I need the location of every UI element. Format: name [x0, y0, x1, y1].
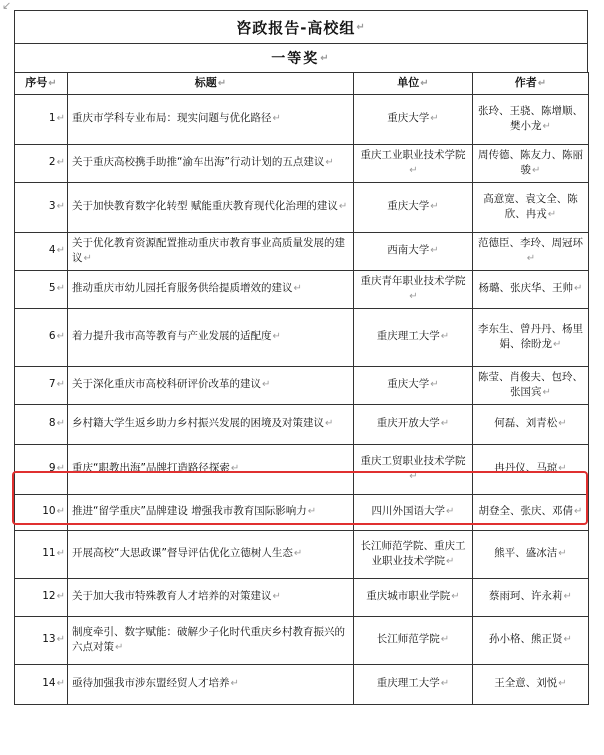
cell-unit: 重庆青年职业技术学院↵: [354, 270, 473, 308]
paragraph-mark: ↵: [409, 470, 418, 482]
paragraph-mark: ↵: [430, 201, 439, 213]
paragraph-mark: ↵: [293, 283, 302, 295]
cell-title: 着力提升我市高等教育与产业发展的适配度↵: [68, 308, 354, 366]
paragraph-mark: ↵: [56, 113, 65, 125]
table-row: [15, 444, 589, 494]
table-row: [15, 578, 589, 616]
cell-title: 亟待加强我市涉东盟经贸人才培养↵: [68, 664, 354, 704]
cell-number: 10↵: [15, 494, 68, 530]
cell-author: 熊平、盛冰洁↵: [473, 530, 589, 578]
paragraph-mark: ↵: [56, 506, 65, 518]
cell-title: 推进“留学重庆”品牌建设 增强我市教育国际影响力↵: [68, 494, 354, 530]
cell-title: 关于重庆高校携手助推“渝车出海”行动计划的五点建议↵: [68, 144, 354, 182]
col-header-number: 序号↵: [15, 73, 68, 95]
paragraph-mark: ↵: [230, 678, 239, 690]
cell-unit: 重庆工贸职业技术学院↵: [354, 444, 473, 494]
cell-author: 蔡雨珂、许永莉↵: [473, 578, 589, 616]
report-title-row: [14, 10, 588, 43]
paragraph-mark: ↵: [430, 113, 439, 125]
paragraph-mark: ↵: [56, 634, 65, 646]
cell-author: 孙小格、熊正贤↵: [473, 616, 589, 664]
paragraph-mark: ↵: [446, 555, 455, 567]
paragraph-mark: ↵: [574, 283, 583, 295]
cell-author: 高意宽、袁文全、陈欣、冉戎↵: [473, 182, 589, 232]
cell-title: 关于加快教育数字化转型 赋能重庆教育现代化治理的建议↵: [68, 182, 354, 232]
cell-unit: 重庆城市职业学院↵: [354, 578, 473, 616]
cell-number: 12↵: [15, 578, 68, 616]
cell-unit: 重庆工业职业技术学院↵: [354, 144, 473, 182]
document-sheet: [14, 10, 588, 705]
award-title: 一等奖: [271, 51, 320, 67]
paragraph-mark: ↵: [409, 164, 418, 176]
table-row: [15, 404, 589, 444]
paragraph-mark: ↵: [56, 201, 65, 213]
paragraph-mark: ↵: [440, 634, 450, 646]
paragraph-mark: ↵: [430, 245, 439, 257]
paragraph-mark: ↵: [563, 591, 572, 603]
paragraph-mark: ↵: [532, 164, 541, 176]
paragraph-mark: ↵: [56, 548, 65, 560]
cell-title: 关于优化教育资源配置推动重庆市教育事业高质量发展的建议↵: [68, 232, 354, 270]
cell-number: 4↵: [15, 232, 68, 270]
paragraph-mark: ↵: [83, 252, 92, 264]
paragraph-mark: ↵: [56, 379, 65, 391]
paragraph-mark: ↵: [356, 21, 366, 33]
table-row: [15, 232, 589, 270]
cell-number: 3↵: [15, 182, 68, 232]
cell-unit: 西南大学↵: [354, 232, 473, 270]
cell-unit: 重庆大学↵: [354, 94, 473, 144]
table-row: [15, 530, 589, 578]
paragraph-mark: ↵: [542, 386, 551, 398]
cell-number: 13↵: [15, 616, 68, 664]
table-header-row: [15, 73, 589, 95]
paragraph-mark: ↵: [56, 245, 65, 257]
paragraph-mark: ↵: [440, 678, 450, 690]
paragraph-mark: ↵: [293, 548, 303, 560]
paragraph-mark: ↵: [56, 678, 65, 690]
table-body: [15, 94, 589, 704]
cell-author: 何磊、刘青松↵: [473, 404, 589, 444]
cell-author: 范德臣、李玲、周冠环↵: [473, 232, 589, 270]
page-corner-mark: ↙: [2, 0, 12, 12]
cell-number: 7↵: [15, 366, 68, 404]
paragraph-mark: ↵: [563, 634, 572, 646]
cell-title: 重庆市学科专业布局：现实问题与优化路径↵: [68, 94, 354, 144]
cell-author: 陈莹、肖俊夫、包玲、张国宾↵: [473, 366, 589, 404]
table-row: [15, 182, 589, 232]
cell-author: 胡登全、张庆、邓倩↵: [473, 494, 589, 530]
table-row: [15, 616, 589, 664]
table-row: [15, 144, 589, 182]
cell-author: 冉丹仪、马琼↵: [473, 444, 589, 494]
paragraph-mark: ↵: [115, 641, 124, 653]
cell-author: 张玲、王骁、陈增顺、樊小龙↵: [473, 94, 589, 144]
table-row: [15, 494, 589, 530]
paragraph-mark: ↵: [325, 157, 334, 169]
paragraph-mark: ↵: [320, 52, 331, 64]
cell-number: 2↵: [15, 144, 68, 182]
cell-number: 6↵: [15, 308, 68, 366]
paragraph-mark: ↵: [440, 331, 450, 343]
table-row: [15, 94, 589, 144]
paragraph-mark: ↵: [272, 591, 281, 603]
cell-author: 李东生、曾丹丹、杨里娟、徐盼龙↵: [473, 308, 589, 366]
award-row: [14, 43, 588, 72]
paragraph-mark: ↵: [56, 418, 65, 430]
cell-unit: 重庆开放大学↵: [354, 404, 473, 444]
paragraph-mark: ↵: [526, 252, 536, 264]
col-header-unit: 单位↵: [354, 73, 473, 95]
table-row: [15, 366, 589, 404]
cell-unit: 长江师范学院↵: [354, 616, 473, 664]
paragraph-mark: ↵: [230, 463, 240, 475]
cell-number: 8↵: [15, 404, 68, 444]
paragraph-mark: ↵: [451, 591, 460, 603]
table-row: [15, 664, 589, 704]
paragraph-mark: ↵: [558, 548, 567, 560]
col-header-title: 标题↵: [68, 73, 354, 95]
paragraph-mark: ↵: [409, 290, 418, 302]
cell-author: 周传德、陈友力、陈丽骏↵: [473, 144, 589, 182]
paragraph-mark: ↵: [272, 113, 281, 125]
report-title: 咨政报告-高校组: [236, 18, 356, 37]
paragraph-mark: ↵: [430, 379, 439, 391]
paragraph-mark: ↵: [547, 208, 557, 220]
table-row: [15, 308, 589, 366]
cell-title: 重庆“职教出海”品牌打造路径探索↵: [68, 444, 354, 494]
paragraph-mark: ↵: [558, 463, 567, 475]
paragraph-mark: ↵: [56, 463, 65, 475]
paragraph-mark: ↵: [553, 338, 562, 350]
paragraph-mark: ↵: [574, 506, 583, 518]
paragraph-mark: ↵: [542, 120, 551, 132]
cell-number: 1↵: [15, 94, 68, 144]
cell-title: 制度牵引、数字赋能：破解少子化时代重庆乡村教育振兴的六点对策↵: [68, 616, 354, 664]
paragraph-mark: ↵: [558, 678, 567, 690]
paragraph-mark: ↵: [338, 201, 348, 213]
cell-title: 关于加大我市特殊教育人才培养的对策建议↵: [68, 578, 354, 616]
paragraph-mark: ↵: [272, 331, 281, 343]
cell-unit: 四川外国语大学↵: [354, 494, 473, 530]
cell-number: 14↵: [15, 664, 68, 704]
cell-title: 推动重庆市幼儿园托育服务供给提质增效的建议↵: [68, 270, 354, 308]
paragraph-mark: ↵: [56, 283, 65, 295]
cell-title: 关于深化重庆市高校科研评价改革的建议↵: [68, 366, 354, 404]
cell-title: 开展高校“大思政课”督导评估优化立德树人生态↵: [68, 530, 354, 578]
paragraph-mark: ↵: [56, 591, 65, 603]
cell-number: 5↵: [15, 270, 68, 308]
paragraph-mark: ↵: [446, 506, 455, 518]
award-table: [14, 72, 589, 705]
paragraph-mark: ↵: [325, 418, 334, 430]
paragraph-mark: ↵: [56, 331, 65, 343]
cell-unit: 重庆大学↵: [354, 366, 473, 404]
paragraph-mark: ↵: [440, 418, 450, 430]
paragraph-mark: ↵: [56, 157, 65, 169]
paragraph-mark: ↵: [307, 506, 317, 518]
cell-unit: 重庆大学↵: [354, 182, 473, 232]
cell-unit: 长江师范学院、重庆工业职业技术学院↵: [354, 530, 473, 578]
table-row: [15, 270, 589, 308]
cell-unit: 重庆理工大学↵: [354, 664, 473, 704]
paragraph-mark: ↵: [262, 379, 271, 391]
col-header-author: 作者↵: [473, 73, 589, 95]
cell-number: 9↵: [15, 444, 68, 494]
cell-unit: 重庆理工大学↵: [354, 308, 473, 366]
cell-title: 乡村籍大学生返乡助力乡村振兴发展的困境及对策建议↵: [68, 404, 354, 444]
cell-number: 11↵: [15, 530, 68, 578]
paragraph-mark: ↵: [558, 418, 567, 430]
cell-author: 杨璐、张庆华、王帅↵: [473, 270, 589, 308]
cell-author: 王全意、刘悦↵: [473, 664, 589, 704]
